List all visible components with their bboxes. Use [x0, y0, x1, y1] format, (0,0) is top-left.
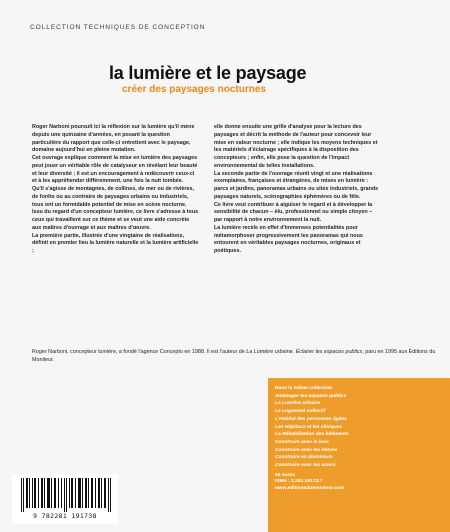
bio-text: Roger Narboni, concepteur lumière, a fondé l'agence Concepto en 1988. Il est l'auteur de — [32, 349, 247, 355]
bio-text: . — [292, 349, 296, 355]
publisher-website: www.editionsdumoniteur.com — [275, 485, 345, 491]
description-left-column — [32, 124, 200, 256]
barcode-bars — [20, 478, 112, 512]
collection-item: Aménager les espaces publics — [275, 393, 347, 399]
collection-item: Les Hôpitaux et les cliniques — [275, 424, 343, 430]
bio-book-title: Éclairer les espaces publics — [295, 349, 363, 355]
book-meta — [275, 473, 349, 493]
bio-book-title: La Lumière urbaine — [246, 349, 293, 355]
author-bio — [32, 349, 442, 364]
collection-heading: Dans la même collection — [275, 386, 333, 391]
collection-list — [275, 385, 349, 493]
price: 65 euros — [275, 472, 296, 478]
paragraph: Qu'il s'agisse de montagnes, de collines, de mer ou de rivières, de forêts ou au contraire de paysages urbains ou industriels, tous ont un formidable potentiel de mise en scène nocturne. — [32, 186, 194, 208]
paragraph: La première partie, illustrée d'une vingtaine de réalisations, définit en premier lieu la lumière naturelle et la lumière artificielle ; — [32, 232, 199, 254]
collection-panel — [268, 378, 450, 532]
collection-item: Construire avec les bétons — [275, 447, 338, 453]
paragraph: Roger Narboni poursuit ici la réflexion sur la lumière qu'il mène depuis une quinzaine d'années, en posant la question particulière du rapport que celle-ci entretient avec le paysage, domaine aujourd'hui en pleine mutation. — [32, 124, 195, 154]
collection-item: Le Logement collectif — [275, 409, 326, 415]
collection-item: Construire avec le bois — [275, 439, 329, 445]
paragraph: La lumière recèle en effet d'immenses potentialités pour métamorphoser progressivement les panoramas qui nous entourent en véritables paysages nocturnes, originaux et poétiques. — [214, 224, 363, 254]
description-right-column — [214, 124, 382, 256]
series-header: COLLECTION TECHNIQUES DE CONCEPTION — [30, 24, 206, 31]
bio-paragraph — [32, 349, 442, 364]
collection-item: Construire avec les aciers — [275, 463, 336, 469]
paragraph: elle donne ensuite une grille d'analyse pour la lecture des paysages et décrit la méthode de l'auteur pour concevoir leur mise en valeur nocturne ; elle indique les moyens techniques et les matériels d'éclairage spécifiques à la disposition des concepteurs ; enfin, elle pose la question de l'impact environnemental de telles installations. — [214, 124, 378, 169]
collection-item: Construire en aluminium — [275, 455, 333, 461]
barcode-number: 9 782281 191738 — [33, 512, 97, 520]
paragraph: Issu du regard d'un concepteur lumière, ce livre s'adresse à tous ceux qui travaillent sur ce thème et se veut une aide concrète aux maîtres d'ouvrage et aux maîtres d'œuvre. — [32, 209, 199, 231]
bio-text: , paru en 1995 aux Éditions du Moniteur. — [32, 349, 436, 363]
book-title: la lumière et le paysage — [109, 63, 307, 83]
collection-item: La Lumière urbaine — [275, 401, 321, 407]
paragraph: Cet ouvrage explique comment la mise en lumière des paysages peut jouer un véritable rôle de catalyseur en révélant leur beauté et leur diversité ; il est un encouragement à redécouvrir ceux-ci et à les appréhender différemment, une fois la nuit tombée. — [32, 155, 198, 185]
barcode — [12, 474, 118, 524]
collection-item: La Réhabilitation des bâtiments — [275, 432, 349, 438]
collection-item: L'Habitat des personnes âgées — [275, 416, 347, 422]
isbn: ISBN : 2.281.19173.7 — [275, 479, 323, 485]
book-subtitle: créer des paysages nocturnes — [122, 84, 266, 95]
paragraph: La seconde partie de l'ouvrage réunit vingt et une réalisations exemplaires, françaises et étrangères, de mises en lumière : parcs et jardins, panoramas urbains ou sites industriels, grands paysages naturels, scénographies éphémères ou de fête. — [214, 170, 379, 200]
paragraph: Ce livre veut contribuer à aiguiser le regard et à développer la sensibilité de chacun – élu, professionnel ou simple citoyen – par rapport à notre environnement la nuit. — [214, 201, 373, 223]
